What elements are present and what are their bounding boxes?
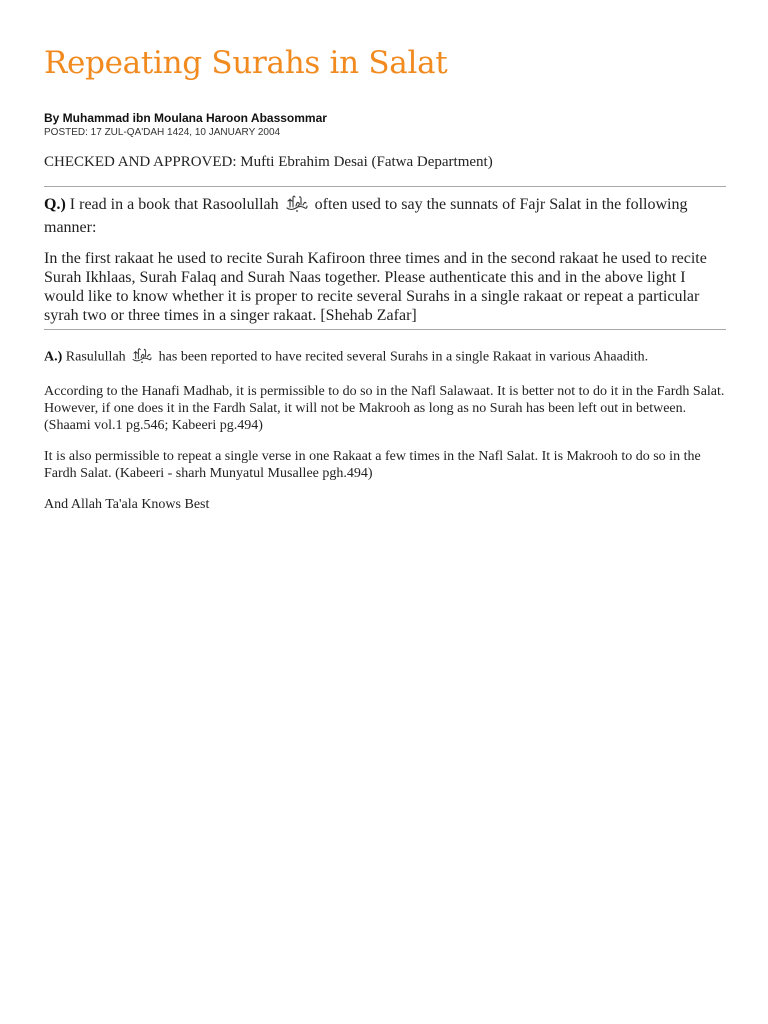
answer-section <box>44 346 726 513</box>
question-label: Q.) <box>44 196 66 214</box>
question-paragraph-1 <box>44 193 726 237</box>
page-title: Repeating Surahs in Salat <box>44 45 448 81</box>
answer-paragraph-3: It is also permissible to repeat a single verse in one Rakaat a few times in the Nafl Salat. It is Makrooh to do so in the Fardh Salat. (Kabeeri - sharh Munyatul Musallee pgh.494) <box>44 449 701 481</box>
divider-bottom <box>44 329 726 330</box>
salutation-icon <box>285 193 309 218</box>
question-paragraph-2: In the first rakaat he used to recite Surah Kafiroon three times and in the second rakaat he used to recite Surah Ikhlaas, Surah Falaq and Surah Naas together. Please authenticate this and in the above light I would like to know whether it is proper to recite several Surahs in a single rakaat or repeat a particular syrah two or three times in a singer rakaat. [Shehab Zafar] <box>44 250 707 324</box>
question-text-after: often used to say the sunnats of Fajr Salat in the following manner: <box>44 196 688 236</box>
author-byline: By Muhammad ibn Moulana Haroon Abassommar <box>44 111 327 125</box>
salutation-icon <box>131 346 153 369</box>
question-text-before: I read in a book that Rasoolullah <box>69 196 279 214</box>
checked-approved-line: CHECKED AND APPROVED: Mufti Ebrahim Desai (Fatwa Department) <box>44 154 493 170</box>
answer-text-before: Rasulullah <box>65 349 126 365</box>
answer-text-after: has been reported to have recited several Surahs in a single Rakaat in various Ahaadith. <box>158 349 649 365</box>
question-section <box>44 193 726 325</box>
answer-label: A.) <box>44 349 63 365</box>
divider-top <box>44 186 726 187</box>
answer-paragraph-2: According to the Hanafi Madhab, it is permissible to do so in the Nafl Salawaat. It is better not to do it in the Fardh Salat. However, if one does it in the Fardh Salat, it will not be Makrooh as long as no Surah has been left out in between. (Shaami vol.1 pg.546; Kabeeri pg.494) <box>44 384 725 433</box>
answer-paragraph-1 <box>44 346 726 369</box>
closing-line: And Allah Ta'ala Knows Best <box>44 497 210 512</box>
posted-date: POSTED: 17 ZUL-QA'DAH 1424, 10 JANUARY 2004 <box>44 127 281 138</box>
